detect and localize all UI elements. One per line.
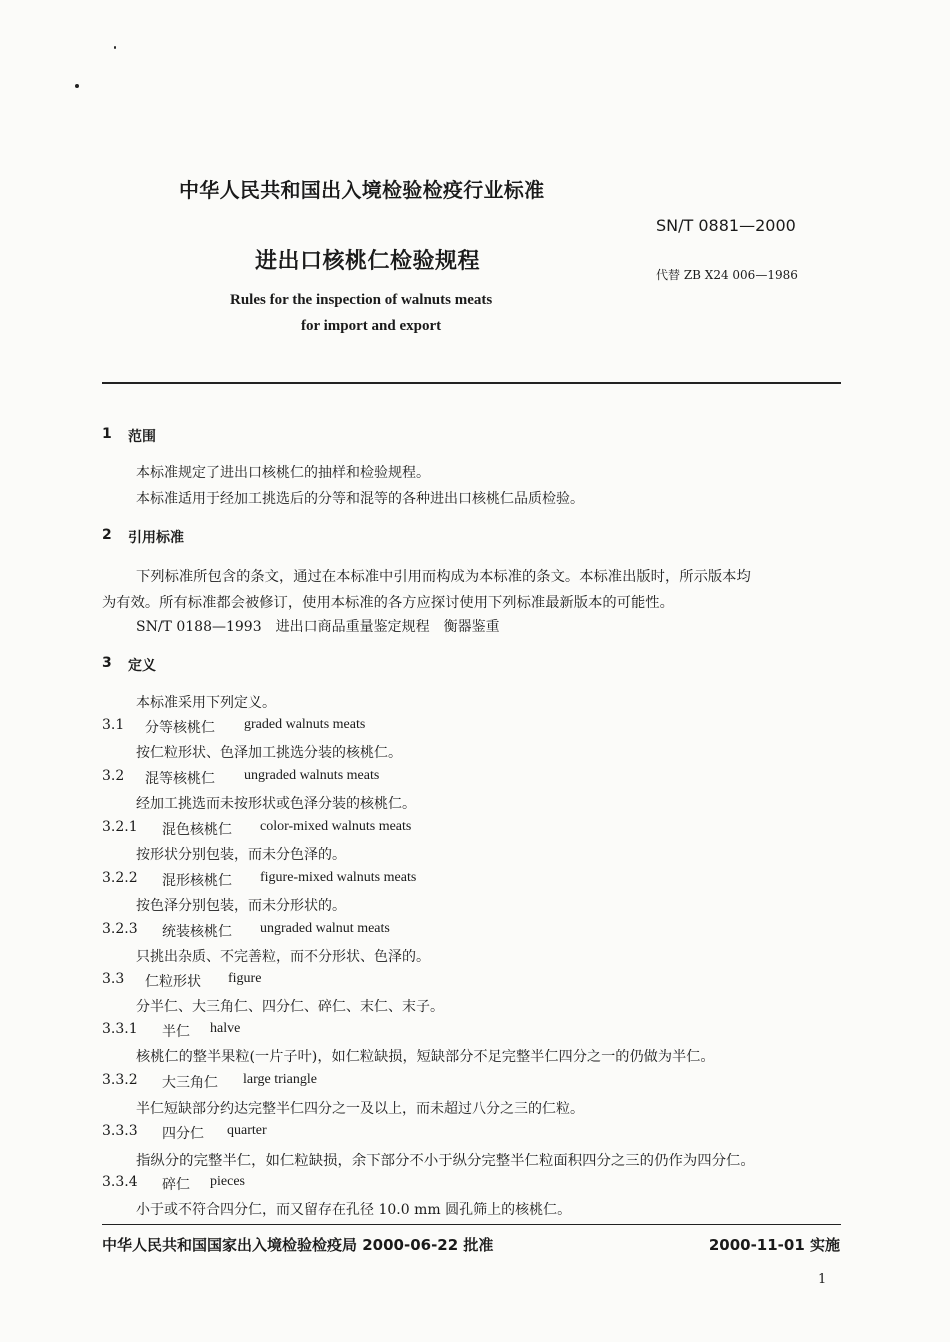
clause-description: 小于或不符合四分仁，而又留存在孔径 10.0 mm 圆孔筛上的核桃仁。 bbox=[136, 1202, 572, 1218]
section-2-paragraph: 下列标准所包含的条文，通过在本标准中引用而构成为本标准的条文。本标准出版时，所示版本均 bbox=[136, 569, 751, 585]
clause-term-english: color-mixed walnuts meats bbox=[260, 819, 412, 834]
clause-term-english: pieces bbox=[210, 1174, 245, 1189]
approval-line: 中华人民共和国国家出入境检验检疫局 2000-06-22 批准 bbox=[102, 1236, 494, 1254]
clause-description: 只挑出杂质、不完善粒，而不分形状、色泽的。 bbox=[136, 949, 430, 965]
section-3-title: 定义 bbox=[128, 658, 156, 674]
clause-description: 按仁粒形状、色泽加工挑选分装的核桃仁。 bbox=[136, 745, 402, 761]
clause-term: 碎仁 bbox=[162, 1177, 190, 1193]
clause-term: 混色核桃仁 bbox=[162, 822, 232, 838]
normative-reference: SN/T 0188—1993 进出口商品重量鉴定规程 衡器鉴重 bbox=[136, 619, 500, 635]
clause-description: 按形状分别包装，而未分色泽的。 bbox=[136, 847, 346, 863]
clause-term: 混形核桃仁 bbox=[162, 873, 232, 889]
section-3-intro: 本标准采用下列定义。 bbox=[136, 695, 276, 711]
effective-date: 2000-11-01 实施 bbox=[708, 1236, 840, 1254]
section-1-title: 范围 bbox=[128, 429, 156, 445]
section-3-number: 3 bbox=[102, 655, 112, 671]
scan-speck bbox=[114, 46, 116, 49]
clause-term: 仁粒形状 bbox=[145, 974, 201, 990]
replaces-standard: 代替 ZB X24 006—1986 bbox=[656, 268, 798, 282]
english-title-line2: for import and export bbox=[301, 318, 442, 334]
clause-number: 3.3.1 bbox=[102, 1021, 138, 1037]
clause-term-english: figure bbox=[228, 971, 262, 986]
clause-number: 3.2.2 bbox=[102, 870, 138, 886]
clause-term-english: ungraded walnut meats bbox=[260, 921, 390, 936]
clause-number: 3.3 bbox=[102, 971, 125, 987]
page-number: 1 bbox=[818, 1272, 827, 1287]
clause-number: 3.2 bbox=[102, 768, 125, 784]
clause-number: 3.3.4 bbox=[102, 1174, 138, 1190]
footer-divider bbox=[102, 1224, 841, 1225]
clause-term-english: graded walnuts meats bbox=[244, 717, 366, 732]
clause-number: 3.2.3 bbox=[102, 921, 138, 937]
section-1-paragraph: 本标准适用于经加工挑选后的分等和混等的各种进出口核桃仁品质检验。 bbox=[136, 491, 584, 507]
clause-number: 3.1 bbox=[102, 717, 125, 733]
section-2-title: 引用标准 bbox=[128, 530, 184, 546]
clause-number: 3.3.3 bbox=[102, 1123, 138, 1139]
clause-term-english: figure-mixed walnuts meats bbox=[260, 870, 417, 885]
clause-term: 大三角仁 bbox=[162, 1075, 218, 1091]
clause-term: 半仁 bbox=[162, 1024, 190, 1040]
clause-term: 混等核桃仁 bbox=[145, 771, 215, 787]
clause-description: 分半仁、大三角仁、四分仁、碎仁、末仁、末子。 bbox=[136, 999, 444, 1015]
clause-description: 指纵分的完整半仁，如仁粒缺损，余下部分不小于纵分完整半仁粒面积四分之三的仍作为四分仁。 bbox=[136, 1153, 755, 1169]
clause-description: 核桃仁的整半果粒(一片子叶)，如仁粒缺损，短缺部分不足完整半仁四分之一的仍做为半仁。 bbox=[136, 1049, 715, 1065]
section-1-number: 1 bbox=[102, 426, 112, 442]
standard-code: SN/T 0881—2000 bbox=[656, 216, 796, 235]
clause-term: 统装核桃仁 bbox=[162, 924, 232, 940]
section-2-number: 2 bbox=[102, 527, 112, 543]
clause-number: 3.3.2 bbox=[102, 1072, 138, 1088]
english-title-line1: Rules for the inspection of walnuts meats bbox=[230, 292, 493, 308]
header-divider bbox=[102, 382, 841, 384]
clause-description: 按色泽分别包装，而未分形状的。 bbox=[136, 898, 346, 914]
section-2-paragraph: 为有效。所有标准都会被修订，使用本标准的各方应探讨使用下列标准最新版本的可能性。 bbox=[102, 595, 674, 611]
clause-number: 3.2.1 bbox=[102, 819, 138, 835]
clause-term-english: quarter bbox=[227, 1123, 267, 1138]
section-1-paragraph: 本标准规定了进出口核桃仁的抽样和检验规程。 bbox=[136, 465, 430, 481]
issuing-authority: 中华人民共和国出入境检验检疫行业标准 bbox=[179, 178, 545, 202]
scan-speck bbox=[75, 84, 79, 88]
clause-term-english: large triangle bbox=[243, 1072, 317, 1087]
clause-term: 四分仁 bbox=[162, 1126, 204, 1142]
clause-term-english: halve bbox=[210, 1021, 241, 1036]
document-title: 进出口核桃仁检验规程 bbox=[255, 249, 481, 274]
clause-description: 经加工挑选而未按形状或色泽分装的核桃仁。 bbox=[136, 796, 416, 812]
clause-term: 分等核桃仁 bbox=[145, 720, 215, 736]
clause-description: 半仁短缺部分约达完整半仁四分之一及以上，而未超过八分之三的仁粒。 bbox=[136, 1101, 584, 1117]
clause-term-english: ungraded walnuts meats bbox=[244, 768, 380, 783]
